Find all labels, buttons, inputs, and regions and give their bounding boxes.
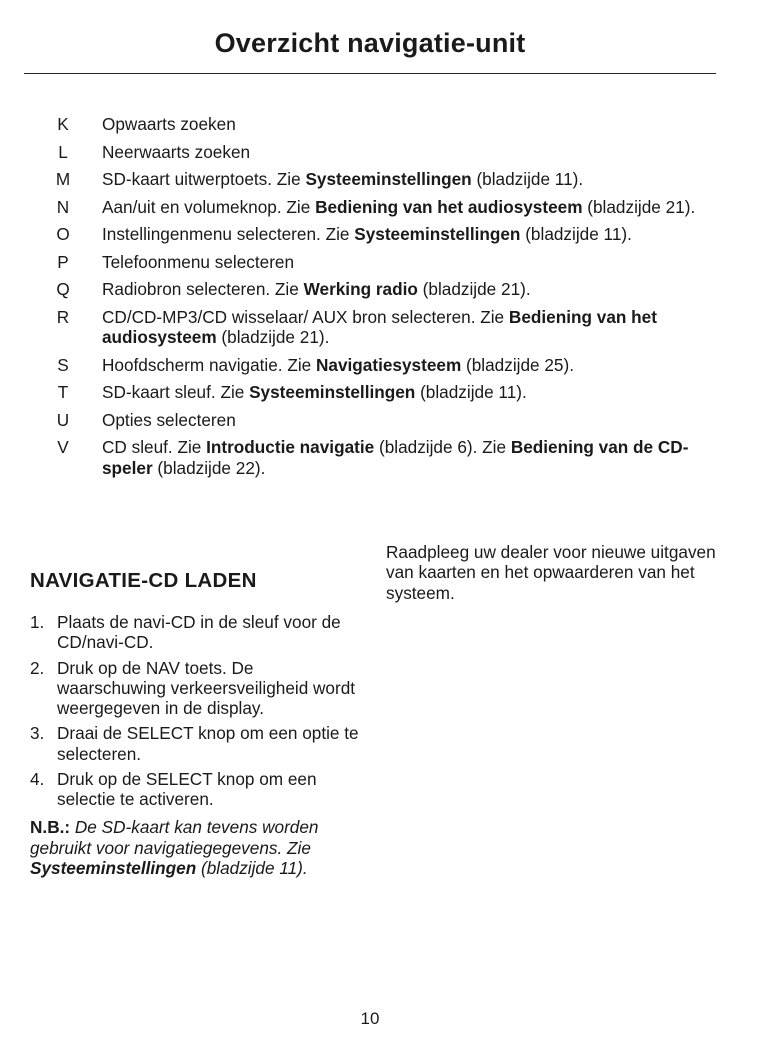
title-rule bbox=[24, 73, 716, 74]
step-item bbox=[30, 769, 360, 810]
component-list bbox=[40, 114, 712, 485]
item-page-ref: (bladzijde 11). bbox=[415, 382, 527, 402]
step-item bbox=[30, 658, 360, 719]
step-number: 2. bbox=[30, 657, 45, 678]
item-text: SD-kaart sleuf. Zie bbox=[102, 382, 250, 402]
step-text: Plaats de navi-CD in de sleuf voor de CD/navi-CD. bbox=[57, 612, 341, 653]
instruction-steps bbox=[30, 612, 360, 815]
item-page-ref: (bladzijde 21). bbox=[582, 196, 696, 217]
item-text: CD sleuf. Zie bbox=[102, 437, 207, 457]
list-item bbox=[40, 410, 712, 431]
note-page-ref: (bladzijde 11). bbox=[196, 858, 308, 878]
step-text: Druk op de NAV toets. De waarschuwing verkeersveiligheid wordt weergegeven in de display. bbox=[57, 657, 356, 719]
list-item bbox=[40, 437, 712, 478]
step-number: 1. bbox=[30, 612, 45, 632]
list-item bbox=[40, 355, 712, 376]
item-letter: M bbox=[55, 169, 71, 189]
section-heading: NAVIGATIE-CD LADEN bbox=[30, 569, 257, 592]
item-reference-2: Bediening van de CD-speler bbox=[102, 437, 689, 478]
item-text: Neerwaarts zoeken bbox=[102, 141, 251, 162]
item-reference: Bediening van het audiosysteem bbox=[315, 196, 583, 217]
item-letter: L bbox=[58, 141, 68, 162]
item-reference: Systeeminstellingen bbox=[354, 224, 521, 244]
item-letter: P bbox=[57, 251, 69, 272]
page-title: Overzicht navigatie-unit bbox=[214, 28, 526, 58]
list-item bbox=[40, 169, 712, 190]
item-letter: S bbox=[57, 354, 69, 375]
list-item bbox=[40, 307, 712, 348]
item-page-ref: (bladzijde 6). Zie bbox=[374, 437, 511, 457]
step-item bbox=[30, 723, 360, 764]
item-text: CD/CD-MP3/CD wisselaar/ AUX bron selecteren. Zie bbox=[102, 306, 509, 327]
item-reference: Werking radio bbox=[303, 279, 418, 299]
item-reference: Introductie navigatie bbox=[206, 437, 375, 457]
note-block bbox=[30, 817, 360, 879]
item-letter: K bbox=[57, 114, 69, 134]
item-letter: O bbox=[56, 224, 70, 244]
item-text: Opwaarts zoeken bbox=[102, 114, 236, 134]
item-page-ref-2: (bladzijde 22). bbox=[152, 457, 266, 478]
item-page-ref: (bladzijde 11). bbox=[471, 169, 584, 189]
item-text: Hoofdscherm navigatie. Zie bbox=[102, 354, 316, 375]
list-item bbox=[40, 382, 712, 403]
list-item bbox=[40, 114, 712, 135]
list-item bbox=[40, 279, 712, 300]
item-reference: Systeeminstellingen bbox=[249, 382, 416, 402]
item-reference: Systeeminstellingen bbox=[305, 169, 472, 189]
list-item bbox=[40, 142, 712, 163]
list-item bbox=[40, 252, 712, 273]
step-number: 3. bbox=[30, 723, 45, 744]
item-letter: Q bbox=[56, 279, 70, 299]
step-text: Druk op de SELECT knop om een selectie te activeren. bbox=[57, 769, 317, 810]
item-reference: Bediening van het audiosysteem bbox=[102, 306, 657, 347]
item-text: Telefoonmenu selecteren bbox=[102, 251, 295, 272]
item-text: Instellingenmenu selecteren. Zie bbox=[102, 224, 355, 244]
note-text: De SD-kaart kan tevens worden gebruikt voor navigatiegegevens. Zie bbox=[30, 817, 319, 858]
item-text: SD-kaart uitwerptoets. Zie bbox=[102, 169, 306, 189]
item-letter: T bbox=[57, 382, 69, 402]
step-item bbox=[30, 612, 360, 653]
step-number: 4. bbox=[30, 769, 45, 790]
item-page-ref: (bladzijde 21). bbox=[216, 327, 330, 347]
item-page-ref: (bladzijde 25). bbox=[461, 354, 574, 375]
list-item bbox=[40, 197, 712, 218]
item-letter: U bbox=[56, 409, 70, 430]
item-text: Radiobron selecteren. Zie bbox=[102, 279, 304, 299]
note-label: N.B.: bbox=[30, 817, 71, 837]
item-letter: N bbox=[56, 196, 70, 217]
item-text: Aan/uit en volumeknop. Zie bbox=[102, 196, 316, 217]
item-letter: R bbox=[56, 306, 70, 327]
note-reference: Systeeminstellingen bbox=[30, 858, 197, 878]
item-text: Opties selecteren bbox=[102, 409, 236, 430]
dealer-advice-text: Raadpleeg uw dealer voor nieuwe uitgaven van kaarten en het opwaarderen van het systeem. bbox=[386, 542, 716, 603]
page-number: 10 bbox=[360, 1009, 380, 1028]
item-reference: Navigatiesysteem bbox=[316, 354, 462, 375]
step-text: Draai de SELECT knop om een optie te selecteren. bbox=[57, 723, 359, 764]
list-item bbox=[40, 224, 712, 245]
item-page-ref: (bladzijde 21). bbox=[417, 279, 531, 299]
item-page-ref: (bladzijde 11). bbox=[520, 224, 632, 244]
item-letter: V bbox=[57, 437, 69, 457]
